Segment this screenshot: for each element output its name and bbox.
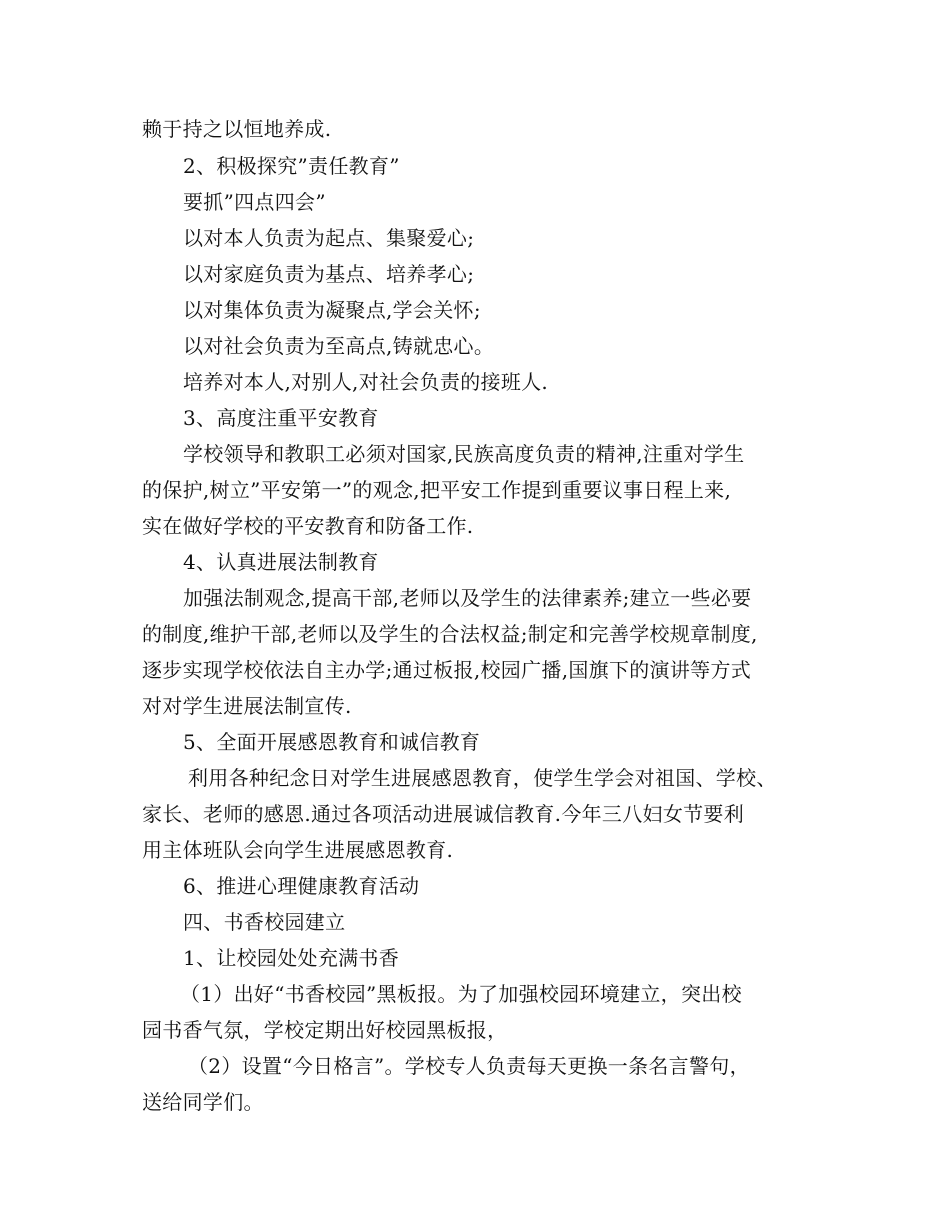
paragraph-line: （1）出好“书香校园”黑板报。为了加强校园环境建立，突出校 xyxy=(180,982,742,1006)
section-heading: 四、书香校园建立 xyxy=(183,910,346,934)
section-heading: 3、高度注重平安教育 xyxy=(183,406,379,430)
section-heading: 4、认真进展法制教育 xyxy=(183,550,379,574)
section-heading: 5、全面开展感恩教育和诚信教育 xyxy=(183,730,481,754)
section-heading: 1、让校园处处充满书香 xyxy=(183,946,400,970)
paragraph-line: 加强法制观念,提高干部,老师以及学生的法律素养;建立一些必要 xyxy=(183,586,752,610)
text-line: 要抓”四点四会” xyxy=(183,190,326,214)
paragraph-line: （2）设置“今日格言”。学校专人负责每天更换一条名言警句， xyxy=(188,1054,750,1078)
section-heading: 6、推进心理健康教育活动 xyxy=(183,874,420,898)
text-line: 以对家庭负责为基点、培养孝心; xyxy=(183,262,475,286)
paragraph-line: 学校领导和教职工必须对国家,民族高度负责的精神,注重对学生 xyxy=(183,442,745,466)
text-line: 赖于持之以恒地养成. xyxy=(142,117,332,141)
paragraph-line: 用主体班队会向学生进展感恩教育. xyxy=(142,838,454,862)
paragraph-line: 家长、老师的感恩.通过各项活动进展诚信教育.今年三八妇女节要利 xyxy=(142,802,745,826)
paragraph-line: 的制度,维护干部,老师以及学生的合法权益;制定和完善学校规章制度, xyxy=(142,622,758,646)
text-line: 以对社会负责为至高点,铸就忠心。 xyxy=(183,334,495,358)
text-line: 以对本人负责为起点、集聚爱心; xyxy=(183,226,475,250)
paragraph-line: 实在做好学校的平安教育和防备工作. xyxy=(142,514,474,538)
text-line: 以对集体负责为凝聚点,学会关怀; xyxy=(183,298,481,322)
text-line: 培养对本人,对别人,对社会负责的接班人. xyxy=(183,370,549,394)
paragraph-line: 利用各种纪念日对学生进展感恩教育，使学生学会对祖国、学校、 xyxy=(188,766,777,790)
section-heading: 2、积极探究”责任教育” xyxy=(183,154,400,178)
paragraph-line: 逐步实现学校依法自主办学;通过板报,校园广播,国旗下的演讲等方式 xyxy=(142,658,752,682)
paragraph-line: 送给同学们。 xyxy=(142,1090,264,1114)
paragraph-line: 园书香气氛，学校定期出好校园黑板报， xyxy=(142,1018,508,1042)
paragraph-line: 对对学生进展法制宣传. xyxy=(142,694,352,718)
paragraph-line: 的保护,树立”平安第一”的观念,把平安工作提到重要议事日程上来, xyxy=(142,478,732,502)
